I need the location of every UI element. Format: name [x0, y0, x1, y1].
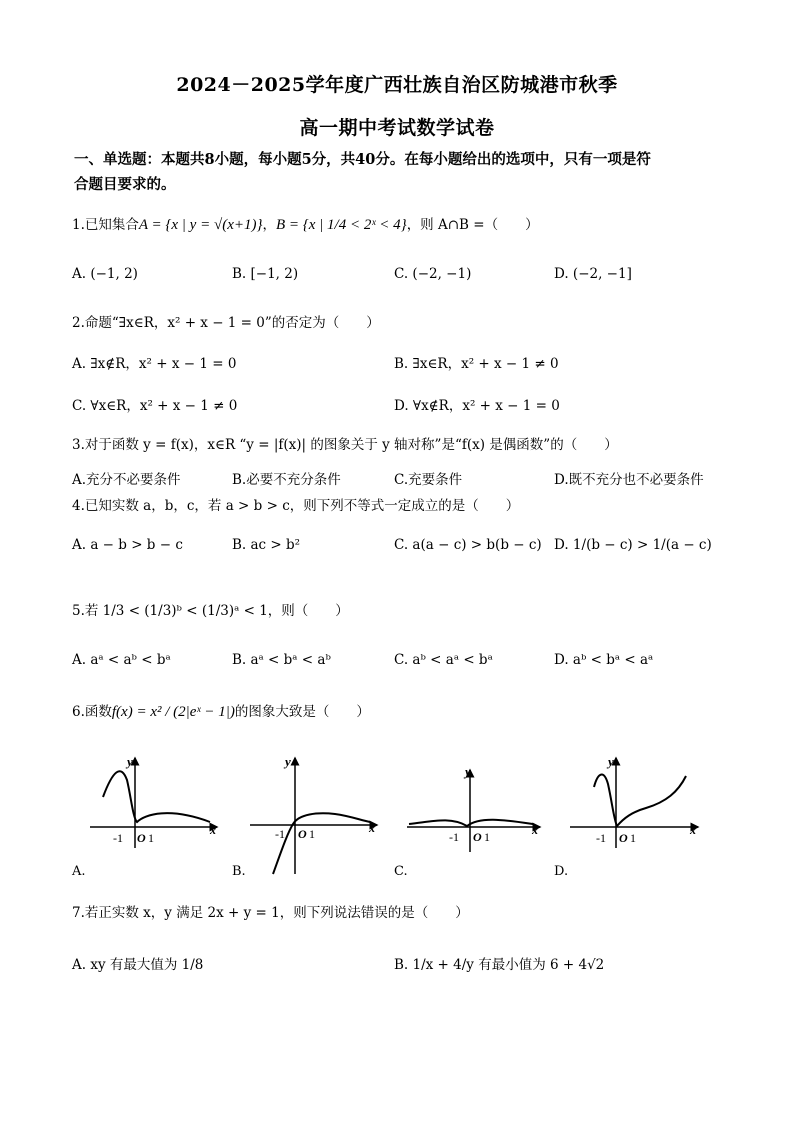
question-4: 4.已知实数 a，b，c，若 a > b > c，则下列不等式一定成立的是（ ） [72, 498, 520, 514]
x-label: x [532, 823, 538, 837]
curve [273, 813, 370, 874]
q6-graph-a[interactable] [85, 752, 225, 852]
tick-neg-one: -1 [596, 831, 606, 845]
origin-label: O [473, 830, 482, 844]
origin-label: O [137, 831, 146, 845]
q1-option-d[interactable]: D. (−2, −1] [554, 266, 632, 282]
x-label: x [210, 823, 216, 837]
q7-option-b[interactable]: B. 1/x + 4/y 有最小值为 6 + 4√2 [394, 957, 605, 973]
q6-graph-c[interactable] [405, 764, 545, 854]
tick-neg-one: -1 [275, 827, 285, 841]
q2-option-b[interactable]: B. ∃x∈R，x² + x − 1 ≠ 0 [394, 356, 559, 372]
q1-set-b: B = {x | 1/4 < 2ˣ < 4} [275, 217, 407, 233]
q4-option-b[interactable]: B. ac > b² [232, 537, 301, 553]
q3-option-c[interactable]: C.充要条件 [394, 472, 463, 488]
page-title: 2024－2025学年度广西壮族自治区防城港市秋季 [176, 74, 618, 96]
q2-option-c[interactable]: C. ∀x∈R，x² + x − 1 ≠ 0 [72, 398, 238, 414]
question-7: 7.若正实数 x，y 满足 2x + y = 1，则下列说法错误的是（ ） [72, 905, 469, 921]
y-label: y [127, 754, 133, 769]
question-1: 1.已知集合A = {x | y = √(x+1)}，B = {x | 1/4 < 2ˣ < 4}，则 A∩B =（ ） [72, 217, 539, 233]
q6-option-b[interactable]: B. [232, 864, 246, 879]
page-subtitle: 高一期中考试数学试卷 [299, 117, 495, 139]
q1-option-c[interactable]: C. (−2, −1) [394, 266, 472, 282]
question-5: 5.若 1/3 < (1/3)ᵇ < (1/3)ᵃ < 1，则（ ） [72, 603, 349, 619]
q1-option-a[interactable]: A. (−1, 2) [72, 266, 138, 282]
q3-option-d[interactable]: D.既不充分也不必要条件 [554, 472, 704, 488]
section-header: 一、单选题：本题共8小题，每小题5分，共40分。在每小题给出的选项中，只有一项是符 [74, 151, 651, 168]
x-label: x [690, 823, 696, 837]
q6-option-a[interactable]: A. [72, 864, 86, 879]
q4-option-c[interactable]: C. a(a − c) > b(b − c) [394, 537, 542, 553]
q6-function: f(x) = x² / (2|eˣ − 1|) [111, 704, 235, 720]
tick-one: 1 [309, 827, 315, 841]
q6-graph-d[interactable] [566, 752, 706, 852]
q7-option-a[interactable]: A. xy 有最大值为 1/8 [72, 957, 204, 973]
q6-stem-suffix: 的图象大致是（ ） [234, 704, 370, 720]
section-header-cont: 合题目要求的。 [74, 176, 176, 193]
q5-option-d[interactable]: D. aᵇ < bᵃ < aᵃ [554, 652, 654, 668]
q4-option-d[interactable]: D. 1/(b − c) > 1/(a − c) [554, 537, 712, 553]
origin-label: O [298, 827, 307, 841]
q2-option-d[interactable]: D. ∀x∉R，x² + x − 1 = 0 [394, 398, 560, 414]
q5-option-c[interactable]: C. aᵇ < aᵃ < bᵃ [394, 652, 493, 668]
tick-one: 1 [630, 831, 636, 845]
curve [103, 771, 210, 822]
tick-neg-one: -1 [113, 831, 123, 845]
y-label: y [465, 764, 471, 779]
q6-stem-prefix: 6.函数 [72, 704, 112, 720]
q3-option-b[interactable]: B.必要不充分条件 [232, 472, 341, 488]
q1-option-b[interactable]: B. [−1, 2) [232, 266, 299, 282]
question-3: 3.对于函数 y = f(x)，x∈R “y = |f(x)| 的图象关于 y 轴对称”是“f(x) 是偶函数”的（ ） [72, 437, 618, 453]
curve [594, 775, 686, 826]
q6-option-c[interactable]: C. [394, 864, 408, 879]
y-label: y [608, 754, 614, 769]
origin-label: O [619, 831, 628, 845]
x-label: x [369, 821, 375, 835]
q6-option-d[interactable]: D. [554, 864, 569, 879]
q1-set-a: A = {x | y = √(x+1)} [138, 217, 263, 233]
tick-one: 1 [484, 830, 490, 844]
question-6 [72, 700, 370, 721]
tick-neg-one: -1 [449, 830, 459, 844]
y-label: y [285, 754, 291, 769]
q2-option-a[interactable]: A. ∃x∉R，x² + x − 1 = 0 [72, 356, 237, 372]
q5-option-a[interactable]: A. aᵃ < aᵇ < bᵃ [72, 652, 171, 668]
q1-stem-prefix: 1.已知集合 [72, 217, 139, 233]
curve [409, 820, 533, 826]
q3-option-a[interactable]: A.充分不必要条件 [72, 472, 181, 488]
q4-option-a[interactable]: A. a − b > b − c [72, 537, 183, 553]
q5-option-b[interactable]: B. aᵃ < bᵃ < aᵇ [232, 652, 331, 668]
q1-tail: ，则 A∩B =（ ） [406, 217, 539, 233]
tick-one: 1 [148, 831, 154, 845]
question-2: 2.命题“∃x∈R，x² + x − 1 = 0”的否定为（ ） [72, 315, 380, 331]
q6-graph-b[interactable] [245, 752, 385, 877]
